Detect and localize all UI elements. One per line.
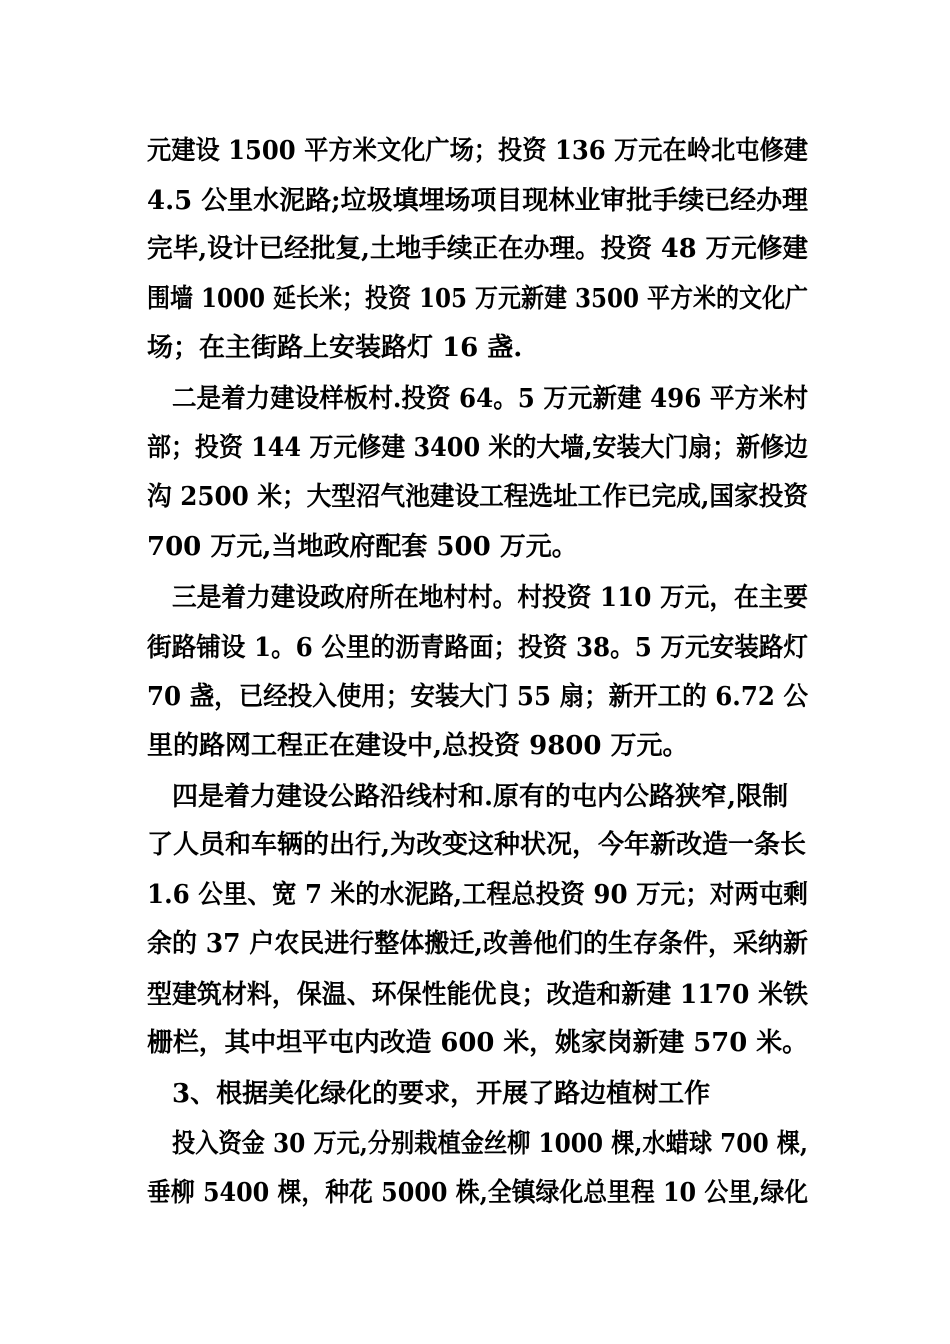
- text-line-13: 里的路网工程正在建设中,总投资 9800 万元。: [147, 731, 689, 761]
- text-line-8: 沟 2500 米；大型沼气池建设工程选址工作已完成,国家投资: [147, 482, 808, 512]
- text-line-2: 4.5 公里水泥路;垃圾填埋场项目现林业审批手续已经办理: [147, 186, 809, 216]
- text-line-19: 栅栏，其中坦平屯内改造 600 米，姚家岗新建 570 米。: [147, 1028, 808, 1058]
- section-heading-3: 3、根据美化绿化的要求，开展了路边植树工作: [172, 1079, 711, 1109]
- text-line-14: 四是着力建设公路沿线村和.原有的屯内公路狭窄,限制: [172, 782, 789, 812]
- text-line-21: 投入资金 30 万元,分别栽植金丝柳 1000 棵,水蜡球 700 棵,: [172, 1129, 809, 1159]
- text-line-15: 了人员和车辆的出行,为改变这种状况，今年新改造一条长: [147, 830, 807, 860]
- text-line-22: 垂柳 5400 棵，种花 5000 株,全镇绿化总里程 10 公里,绿化: [147, 1178, 809, 1208]
- text-line-5: 场；在主街路上安装路灯 16 盏.: [147, 333, 523, 363]
- text-line-1: 元建设 1500 平方米文化广场；投资 136 万元在岭北屯修建: [147, 136, 808, 166]
- text-line-9: 700 万元,当地政府配套 500 万元。: [147, 532, 578, 562]
- text-line-12: 70 盏，已经投入使用；安装大门 55 扇；新开工的 6.72 公: [147, 682, 808, 712]
- text-line-3: 完毕,设计已经批复,土地手续正在办理。投资 48 万元修建: [147, 234, 809, 264]
- text-line-18: 型建筑材料，保温、环保性能优良；改造和新建 1170 米铁: [147, 980, 808, 1010]
- text-line-17: 余的 37 户农民进行整体搬迁,改善他们的生存条件，采纳新: [147, 929, 809, 959]
- text-line-4: 围墙 1000 延长米；投资 105 万元新建 3500 平方米的文化广: [147, 284, 808, 314]
- text-line-10: 三是着力建设政府所在地村村。村投资 110 万元，在主要: [172, 583, 808, 613]
- text-line-16: 1.6 公里、宽 7 米的水泥路,工程总投资 90 万元；对两屯剩: [147, 880, 808, 910]
- text-line-11: 街路铺设 1。6 公里的沥青路面；投资 38。5 万元安装路灯: [147, 633, 809, 663]
- text-line-7: 部；投资 144 万元修建 3400 米的大墙,安装大门扇；新修边: [147, 433, 808, 463]
- text-line-6: 二是着力建设样板村.投资 64。5 万元新建 496 平方米村: [172, 384, 809, 414]
